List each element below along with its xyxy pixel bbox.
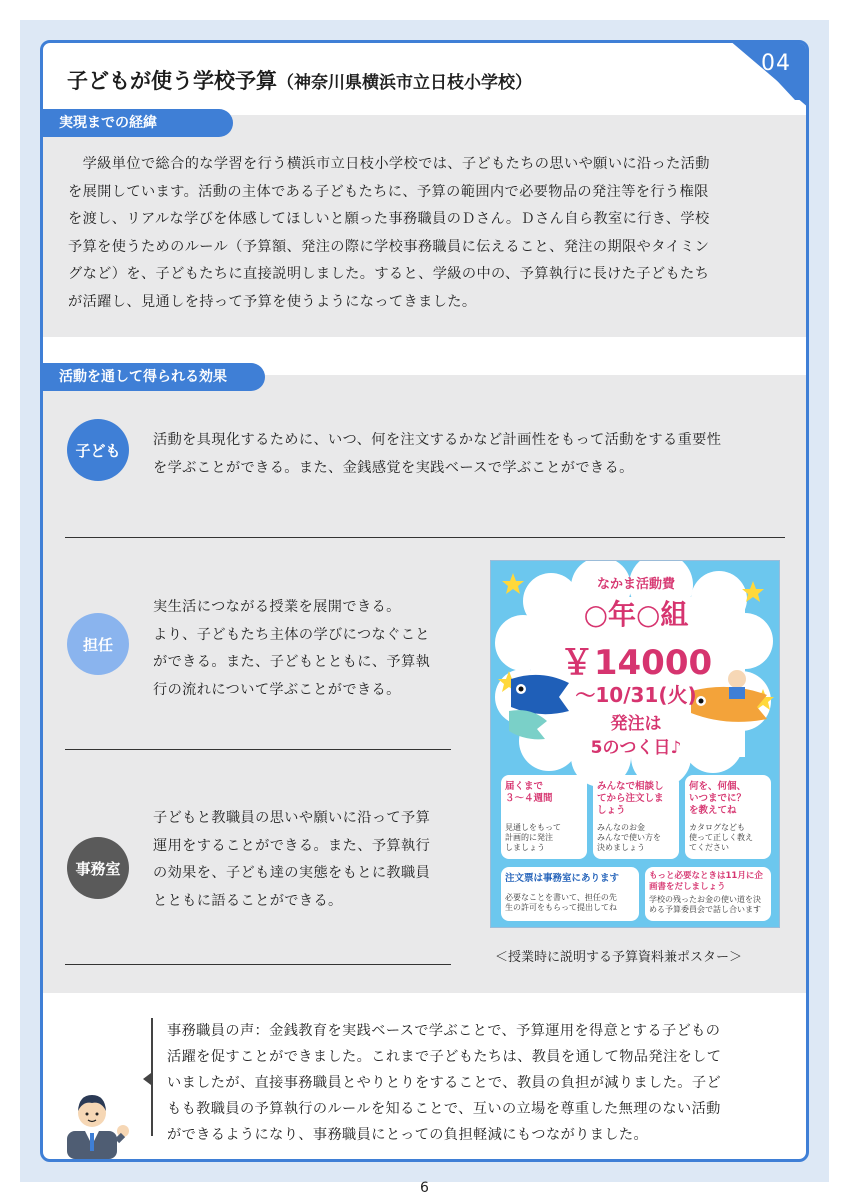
text-line: 事務職員の声：金銭教育を実践ベースで学ぶことで、予算運用を得意とする子どもの	[167, 1023, 721, 1039]
text-line: ができるようになり、事務職員にとっての負担軽減にもつながりました。	[167, 1127, 649, 1143]
staff-illustration-icon	[57, 1079, 137, 1159]
effect-text-office	[153, 805, 473, 915]
text-line: 実生活につながる授業を展開できる。	[153, 599, 401, 615]
poster-box-body: 見通しをもって 計画的に発注 しましょう	[505, 823, 561, 852]
poster-box-body: カタログなども 使って正しく教え てください	[689, 823, 753, 852]
poster-heading: なかま活動費	[596, 577, 675, 592]
text-line: を学ぶことができる。また、金銭感覚を実践ベースで学ぶことができる。	[153, 459, 634, 476]
case-card	[40, 40, 809, 1162]
case-number: 04	[761, 51, 791, 76]
text-line: より、子どもたち主体の学びにつなぐこと	[153, 626, 430, 643]
text-line: 学級単位で総合的な学習を行う横浜市立日枝小学校では、子どもたちの思いや願いに沿った活動	[68, 156, 710, 172]
divider	[65, 964, 451, 965]
text-line: の効果を、子ども達の実態をもとに教職員	[153, 865, 431, 881]
effect-label-teacher: 担任	[67, 613, 129, 675]
text-line: を展開しています。活動の主体である子どもたちに、予算の範囲内で必要物品の発注等を行う権限	[68, 183, 709, 200]
text-line: 活躍を促すことができました。これまで子どもたちは、教員を通して物品発注をして	[167, 1049, 722, 1065]
section-tag-background: 実現までの経緯	[43, 109, 233, 137]
text-line: を渡し、リアルな学びを体感してほしいと願った事務職員のＤさん。Ｄさん自ら教室に行き、学校	[68, 211, 710, 227]
text-line: が活躍し、見通しを持って予算を使うようになってきました。	[68, 293, 477, 310]
divider	[65, 749, 451, 750]
poster-wide-box-head: 注文票は事務室にあります	[505, 873, 620, 884]
section-tag-effects: 活動を通して得られる効果	[43, 363, 265, 391]
text-line: いましたが、直接事務職員とやりとりをすることで、教員の負担が減りました。子ど	[167, 1075, 722, 1091]
text-line: とともに語ることができる。	[153, 892, 343, 909]
text-line: 行の流れについて学ぶことができる。	[153, 681, 401, 698]
text-line: もも教職員の予算執行のルールを知ることで、互いの立場を尊重した無理のない活動	[167, 1101, 721, 1117]
poster-box-body: みんなのお金 みんなで使い方を 決めましょう	[597, 823, 661, 852]
poster-order-line1: 発注は	[610, 714, 662, 734]
text-line: 活動を具現化するために、いつ、何を注文するかなど計画性をもって活動をする重要性	[153, 432, 722, 448]
text-line: ができる。また、子どもとともに、予算執	[153, 654, 431, 670]
poster-box-head: 何を、何個、 いつまでに？ を教えてね	[689, 781, 747, 816]
text-line: 予算を使うためのルール（予算額、発注の際に学校事務職員に伝えること、発注の期限やタイミン	[68, 238, 710, 255]
page-title	[67, 65, 532, 95]
text-line: グなど）を、子どもたちに直接説明しました。すると、学級の中の、予算執行に長けた子どもたち	[68, 266, 710, 282]
poster-caption: ＜授業時に説明する予算資料兼ポスター＞	[495, 950, 743, 965]
quote-bar	[151, 1018, 153, 1136]
poster-class: ○年○組	[583, 598, 689, 631]
poster-deadline: 〜10/31(火)	[575, 683, 697, 707]
effect-label-office: 事務室	[67, 837, 129, 899]
text-line: 子どもと教職員の思いや願いに沿って予算	[153, 810, 431, 826]
budget-poster	[490, 560, 780, 928]
title-sub: （神奈川県横浜市立日枝小学校）	[277, 73, 532, 93]
effect-text-teacher	[153, 594, 473, 704]
poster-wide-box-body: 必要なことを書いて、担任の先 生の許可をもらって提出してね	[505, 893, 617, 912]
staff-voice-text	[167, 1018, 807, 1148]
poster-order-line2: 5のつく日♪	[590, 738, 682, 758]
poster-box-head: みんなで相談し てから注文しま しょう	[597, 781, 664, 816]
poster-wide-box-head: もっと必要なときは11月に企画書をだしましょう	[649, 871, 763, 892]
background-text	[68, 151, 808, 316]
divider	[65, 537, 785, 538]
quote-pointer	[143, 1073, 151, 1085]
text-line: 運用をすることができる。また、予算執行	[153, 837, 431, 854]
page-number: 6	[420, 1180, 429, 1196]
effect-label-child: 子ども	[67, 419, 129, 481]
poster-amount: ￥14000	[559, 643, 713, 683]
effect-text-child	[153, 427, 803, 482]
poster-box-head: 届くまで ３〜４週間	[505, 781, 553, 804]
title-main: 子どもが使う学校予算	[67, 69, 277, 93]
poster-wide-box-body: 学校の残ったお金の使い道を決 める予算委員会で話し合います	[649, 895, 761, 914]
